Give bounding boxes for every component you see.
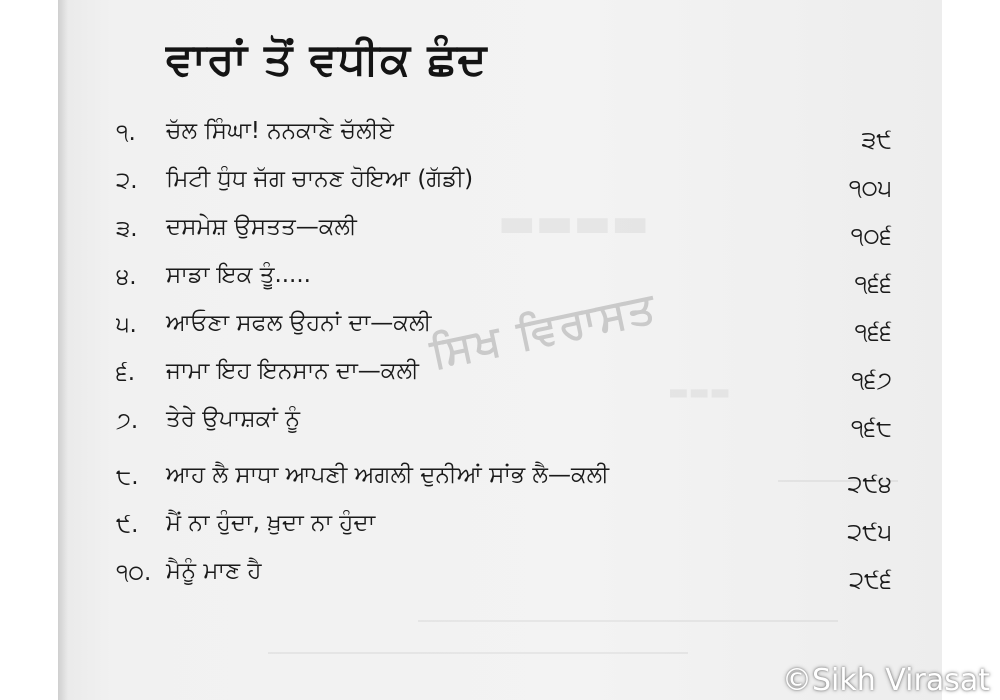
toc-row — [58, 552, 942, 598]
entry-page-number: ੧੬੭ — [851, 366, 892, 394]
entry-number: ੧੦. — [116, 560, 152, 586]
entry-page-number: ੧੬੮ — [850, 414, 892, 442]
toc-row — [58, 400, 942, 446]
entry-title: ਦਸਮੇਸ਼ ਉਸਤਤ—ਕਲੀ — [166, 214, 357, 240]
toc-row — [58, 160, 942, 206]
toc-row — [58, 208, 942, 254]
entry-number: ੭. — [116, 408, 139, 434]
entry-number: ੬. — [116, 360, 136, 386]
entry-number: ੮. — [116, 464, 139, 490]
entry-page-number: ੧੬੬ — [854, 270, 892, 298]
entry-number: ੯. — [116, 512, 139, 538]
entry-title: ਮੈਂ ਨਾ ਹੁੰਦਾ, ਖ਼ੁਦਾ ਨਾ ਹੁੰਦਾ — [166, 510, 376, 536]
entry-number: ੨. — [116, 168, 138, 194]
entry-page-number: ੨੯੫ — [847, 518, 892, 546]
watermark: ਸਿਖ ਵਿਰਾਸਤ — [426, 282, 661, 378]
copyright-notice: ©Sikh Virasat — [782, 663, 990, 698]
entry-title: ਆਹ ਲੈ ਸਾਧਾ ਆਪਣੀ ਅਗਲੀ ਦੁਨੀਆਂ ਸਾਂਭ ਲੈ—ਕਲੀ — [166, 462, 610, 488]
entry-page-number: ੧੬੬ — [854, 318, 892, 346]
entry-title: ਆਓਣਾ ਸਫਲ ਉਹਨਾਂ ਦਾ—ਕਲੀ — [166, 310, 432, 336]
section-title: ਵਾਰਾਂ ਤੋਂ ਵਧੀਕ ਛੰਦ — [166, 34, 488, 85]
entry-title: ਜਾਮਾ ਇਹ ਇਨਸਾਨ ਦਾ—ਕਲੀ — [166, 358, 419, 384]
bleed-through-text: ▬▬▬▬ — [498, 200, 650, 246]
entry-title: ਮੈਨੂੰ ਮਾਣ ਹੈ — [166, 558, 262, 584]
entry-page-number: ੨੯੬ — [849, 566, 892, 594]
entry-title: ਚੱਲ ਸਿੰਘਾ! ਨਨਕਾਣੇ ਚੱਲੀਏ — [166, 118, 394, 144]
entry-page-number: ੨੯੪ — [847, 470, 892, 498]
entry-number: ੧. — [116, 120, 136, 146]
entry-page-number: ੩੯ — [861, 126, 892, 154]
toc-row — [58, 504, 942, 550]
toc-row — [58, 256, 942, 302]
entry-number: ੩. — [116, 216, 138, 242]
entry-page-number: ੧੦੫ — [848, 174, 892, 202]
entry-number: ੫. — [116, 312, 137, 338]
toc-row — [58, 112, 942, 158]
entry-title: ਸਾਡਾ ਇਕ ਤੂੰ..... — [166, 262, 311, 288]
entry-page-number: ੧੦੬ — [850, 222, 892, 250]
book-page — [58, 0, 942, 700]
entry-number: ੪. — [116, 264, 137, 290]
bleed-through-text: ▬▬▬ — [668, 380, 731, 405]
entry-title: ਮਿਟੀ ਧੁੰਧ ਜੱਗ ਚਾਨਣ ਹੋਇਆ (ਗੱਡੀ) — [166, 166, 474, 192]
toc-row — [58, 456, 942, 502]
entry-title: ਤੇਰੇ ਉਪਾਸ਼ਕਾਂ ਨੂੰ — [166, 406, 301, 432]
